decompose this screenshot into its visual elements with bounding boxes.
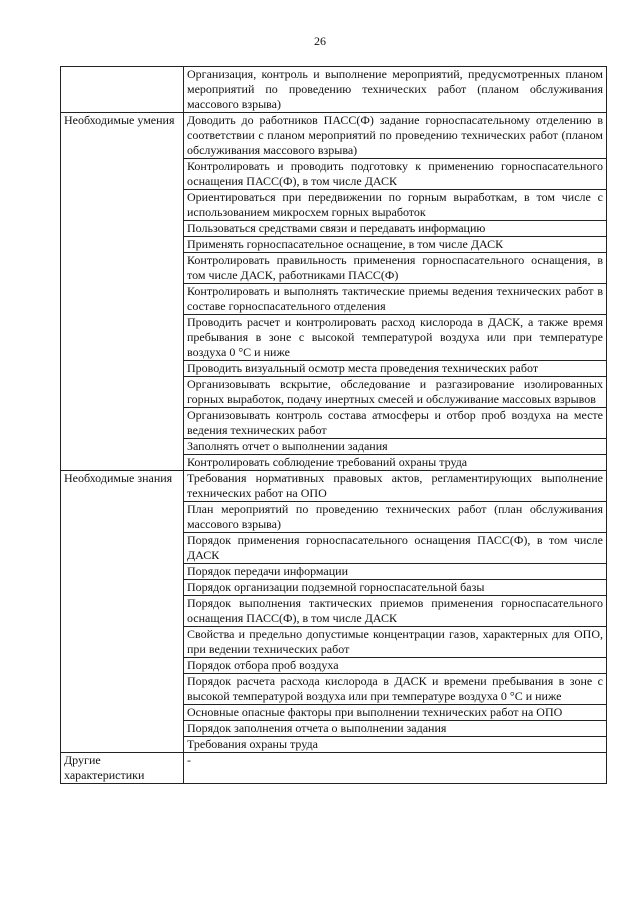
requirements-table [60,66,607,784]
section-item-cell: Порядок организации подземной горноспасательной базы [184,580,607,596]
section-item-cell: Порядок применения горноспасательного оснащения ПАСС(Ф), в том числе ДАСК [184,533,607,564]
row-label-cell [61,67,184,113]
section-item-cell: Доводить до работников ПАСС(Ф) задание горноспасательному отделению в соответствии с планом мероприятий по проведению технических работ (планом обслуживания массового взрыва) [184,113,607,159]
other-characteristics-value-cell: - [184,753,607,784]
table-row [61,753,607,784]
section-item-cell: Контролировать правильность применения горноспасательного оснащения, в том числе ДАСК, работниками ПАСС(Ф) [184,253,607,284]
section-item-cell: Требования охраны труда [184,737,607,753]
section-item-cell: Контролировать и выполнять тактические приемы ведения технических работ в составе горноспасательного отделения [184,284,607,315]
section-item-cell: Контролировать соблюдение требований охраны труда [184,455,607,471]
section-item-cell: Свойства и предельно допустимые концентрации газов, характерных для ОПО, при ведении технических работ [184,627,607,658]
table-row [61,67,607,113]
page-number: 26 [314,34,326,48]
section-item-cell: Требования нормативных правовых актов, регламентирующих выполнение технических работ на ОПО [184,471,607,502]
section-item-cell: Ориентироваться при передвижении по горным выработкам, в том числе с использованием микросхем горных выработок [184,190,607,221]
other-characteristics-label-cell: Другие характеристики [61,753,184,784]
section-item-cell: Порядок заполнения отчета о выполнении задания [184,721,607,737]
section-item-cell: Порядок расчета расхода кислорода в ДАСК и времени пребывания в зоне с высокой температурой воздуха или при температуре воздуха 0 °С и ниже [184,674,607,705]
section-label-cell: Необходимые знания [61,471,184,753]
section-item-cell: Порядок отбора проб воздуха [184,658,607,674]
section-label-cell: Необходимые умения [61,113,184,471]
section-item-cell: План мероприятий по проведению технических работ (план обслуживания массового взрыва) [184,502,607,533]
section-item-cell: Организовывать вскрытие, обследование и разгазирование изолированных горных выработок, подачу инертных смесей и обслуживание массовых взрывов [184,377,607,408]
section-item-cell: Применять горноспасательное оснащение, в том числе ДАСК [184,237,607,253]
section-item-cell: Пользоваться средствами связи и передавать информацию [184,221,607,237]
section-item-cell: Проводить расчет и контролировать расход кислорода в ДАСК, а также время пребывания в зоне с высокой температурой воздуха или при температуре воздуха 0 °С и ниже [184,315,607,361]
section-item-cell: Проводить визуальный осмотр места проведения технических работ [184,361,607,377]
table-row [61,471,607,502]
section-item-cell: Основные опасные факторы при выполнении технических работ на ОПО [184,705,607,721]
row-content-cell: Организация, контроль и выполнение мероприятий, предусмотренных планом мероприятий по проведению технических работ (планом обслуживания массового взрыва) [184,67,607,113]
section-item-cell: Организовывать контроль состава атмосферы и отбор проб воздуха на месте ведения технических работ [184,408,607,439]
section-item-cell: Контролировать и проводить подготовку к применению горноспасательного оснащения ПАСС(Ф), в том числе ДАСК [184,159,607,190]
section-item-cell: Заполнять отчет о выполнении задания [184,439,607,455]
table-body [61,67,607,784]
section-item-cell: Порядок передачи информации [184,564,607,580]
section-item-cell: Порядок выполнения тактических приемов применения горноспасательного оснащения ПАСС(Ф), в том числе ДАСК [184,596,607,627]
table-row [61,113,607,159]
